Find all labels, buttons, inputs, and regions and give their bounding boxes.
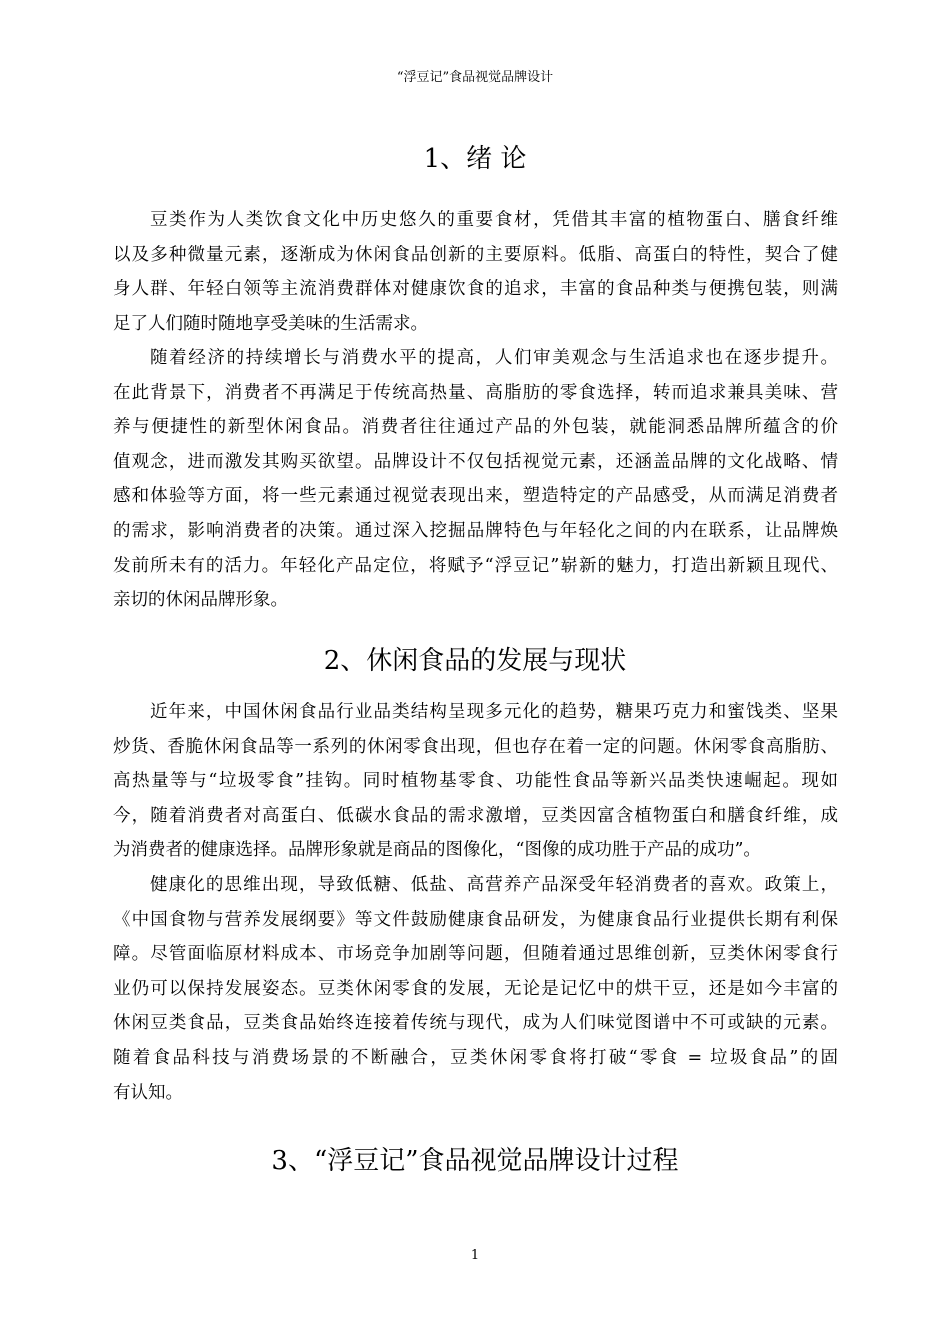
text-line: 豆类作为人类饮食文化中历史悠久的重要食材，凭借其丰富的植物蛋白、膳食纤维 xyxy=(150,210,838,230)
section-heading-2: 2、休闲食品的发展与现状 xyxy=(323,646,627,676)
running-header: “浮豆记”食品视觉品牌设计 xyxy=(396,70,554,85)
text-line: 值观念，进而激发其购买欲望。品牌设计不仅包括视觉元素，还涵盖品牌的文化战略、情 xyxy=(113,451,838,472)
text-line: 的需求，影响消费者的决策。通过深入挖掘品牌特色与年轻化之间的内在联系，让品牌焕 xyxy=(113,520,838,541)
text-line: 感和体验等方面，将一些元素通过视觉表现出来，塑造特定的产品感受，从而满足消费者 xyxy=(113,486,838,507)
text-line: 在此背景下，消费者不再满足于传统高热量、高脂肪的零食选择，转而追求兼具美味、营 xyxy=(113,382,838,403)
text-line: 近年来，中国休闲食品行业品类结构呈现多元化的趋势，糖果巧克力和蜜饯类、坚果 xyxy=(150,702,838,722)
text-line: 为消费者的健康选择。品牌形象就是商品的图像化，“图像的成功胜于产品的成功”。 xyxy=(113,840,761,861)
text-line: 今，随着消费者对高蛋白、低碳水食品的需求激增，豆类因富含植物蛋白和膳食纤维，成 xyxy=(113,805,838,826)
text-line: 养与便捷性的新型休闲食品。消费者往往通过产品的外包装，就能洞悉品牌所蕴含的价 xyxy=(113,417,838,438)
section-heading-3: 3、“浮豆记”食品视觉品牌设计过程 xyxy=(271,1146,679,1176)
text-line: 高热量等与“垃圾零食”挂钩。同时植物基零食、功能性食品等新兴品类快速崛起。现如 xyxy=(113,771,838,792)
text-line: 健康化的思维出现，导致低糖、低盐、高营养产品深受年轻消费者的喜欢。政策上， xyxy=(150,875,838,895)
text-line: 炒货、香脆休闲食品等一系列的休闲零食出现，但也存在着一定的问题。休闲零食高脂肪、 xyxy=(113,736,838,757)
text-line: 障。尽管面临原材料成本、市场竞争加剧等问题，但随着通过思维创新，豆类休闲零食行 xyxy=(113,944,838,965)
text-line: 有认知。 xyxy=(113,1082,183,1103)
paragraph-2 xyxy=(113,341,838,618)
text-line: 《中国食物与营养发展纲要》等文件鼓励健康食品研发，为健康食品行业提供长期有利保 xyxy=(113,909,838,930)
text-line: 亲切的休闲品牌形象。 xyxy=(113,590,288,611)
section-heading-1: 1、绪 论 xyxy=(423,144,527,174)
text-line: 足了人们随时随地享受美味的生活需求。 xyxy=(113,313,428,334)
text-line: 随着经济的持续增长与消费水平的提高，人们审美观念与生活追求也在逐步提升。 xyxy=(150,348,838,368)
text-line: 发前所未有的活力。年轻化产品定位，将赋予“浮豆记”崭新的魅力，打造出新颖且现代、 xyxy=(113,555,838,576)
paragraph-1 xyxy=(113,203,838,341)
text-line: 随着食品科技与消费场景的不断融合，豆类休闲零食将打破“零食 = 垃圾食品”的固 xyxy=(113,1047,838,1068)
paragraph-3 xyxy=(113,695,838,868)
page-number: 1 xyxy=(470,1248,480,1263)
text-line: 业仍可以保持发展姿态。豆类休闲零食的发展，无论是记忆中的烘干豆，还是如今丰富的 xyxy=(113,978,838,999)
paragraph-4 xyxy=(113,868,838,1110)
text-line: 以及多种微量元素，逐渐成为休闲食品创新的主要原料。低脂、高蛋白的特性，契合了健 xyxy=(113,244,838,265)
text-line: 身人群、年轻白领等主流消费群体对健康饮食的追求，丰富的食品种类与便携包装，则满 xyxy=(113,279,838,300)
text-line: 休闲豆类食品，豆类食品始终连接着传统与现代，成为人们味觉图谱中不可或缺的元素。 xyxy=(113,1013,838,1034)
